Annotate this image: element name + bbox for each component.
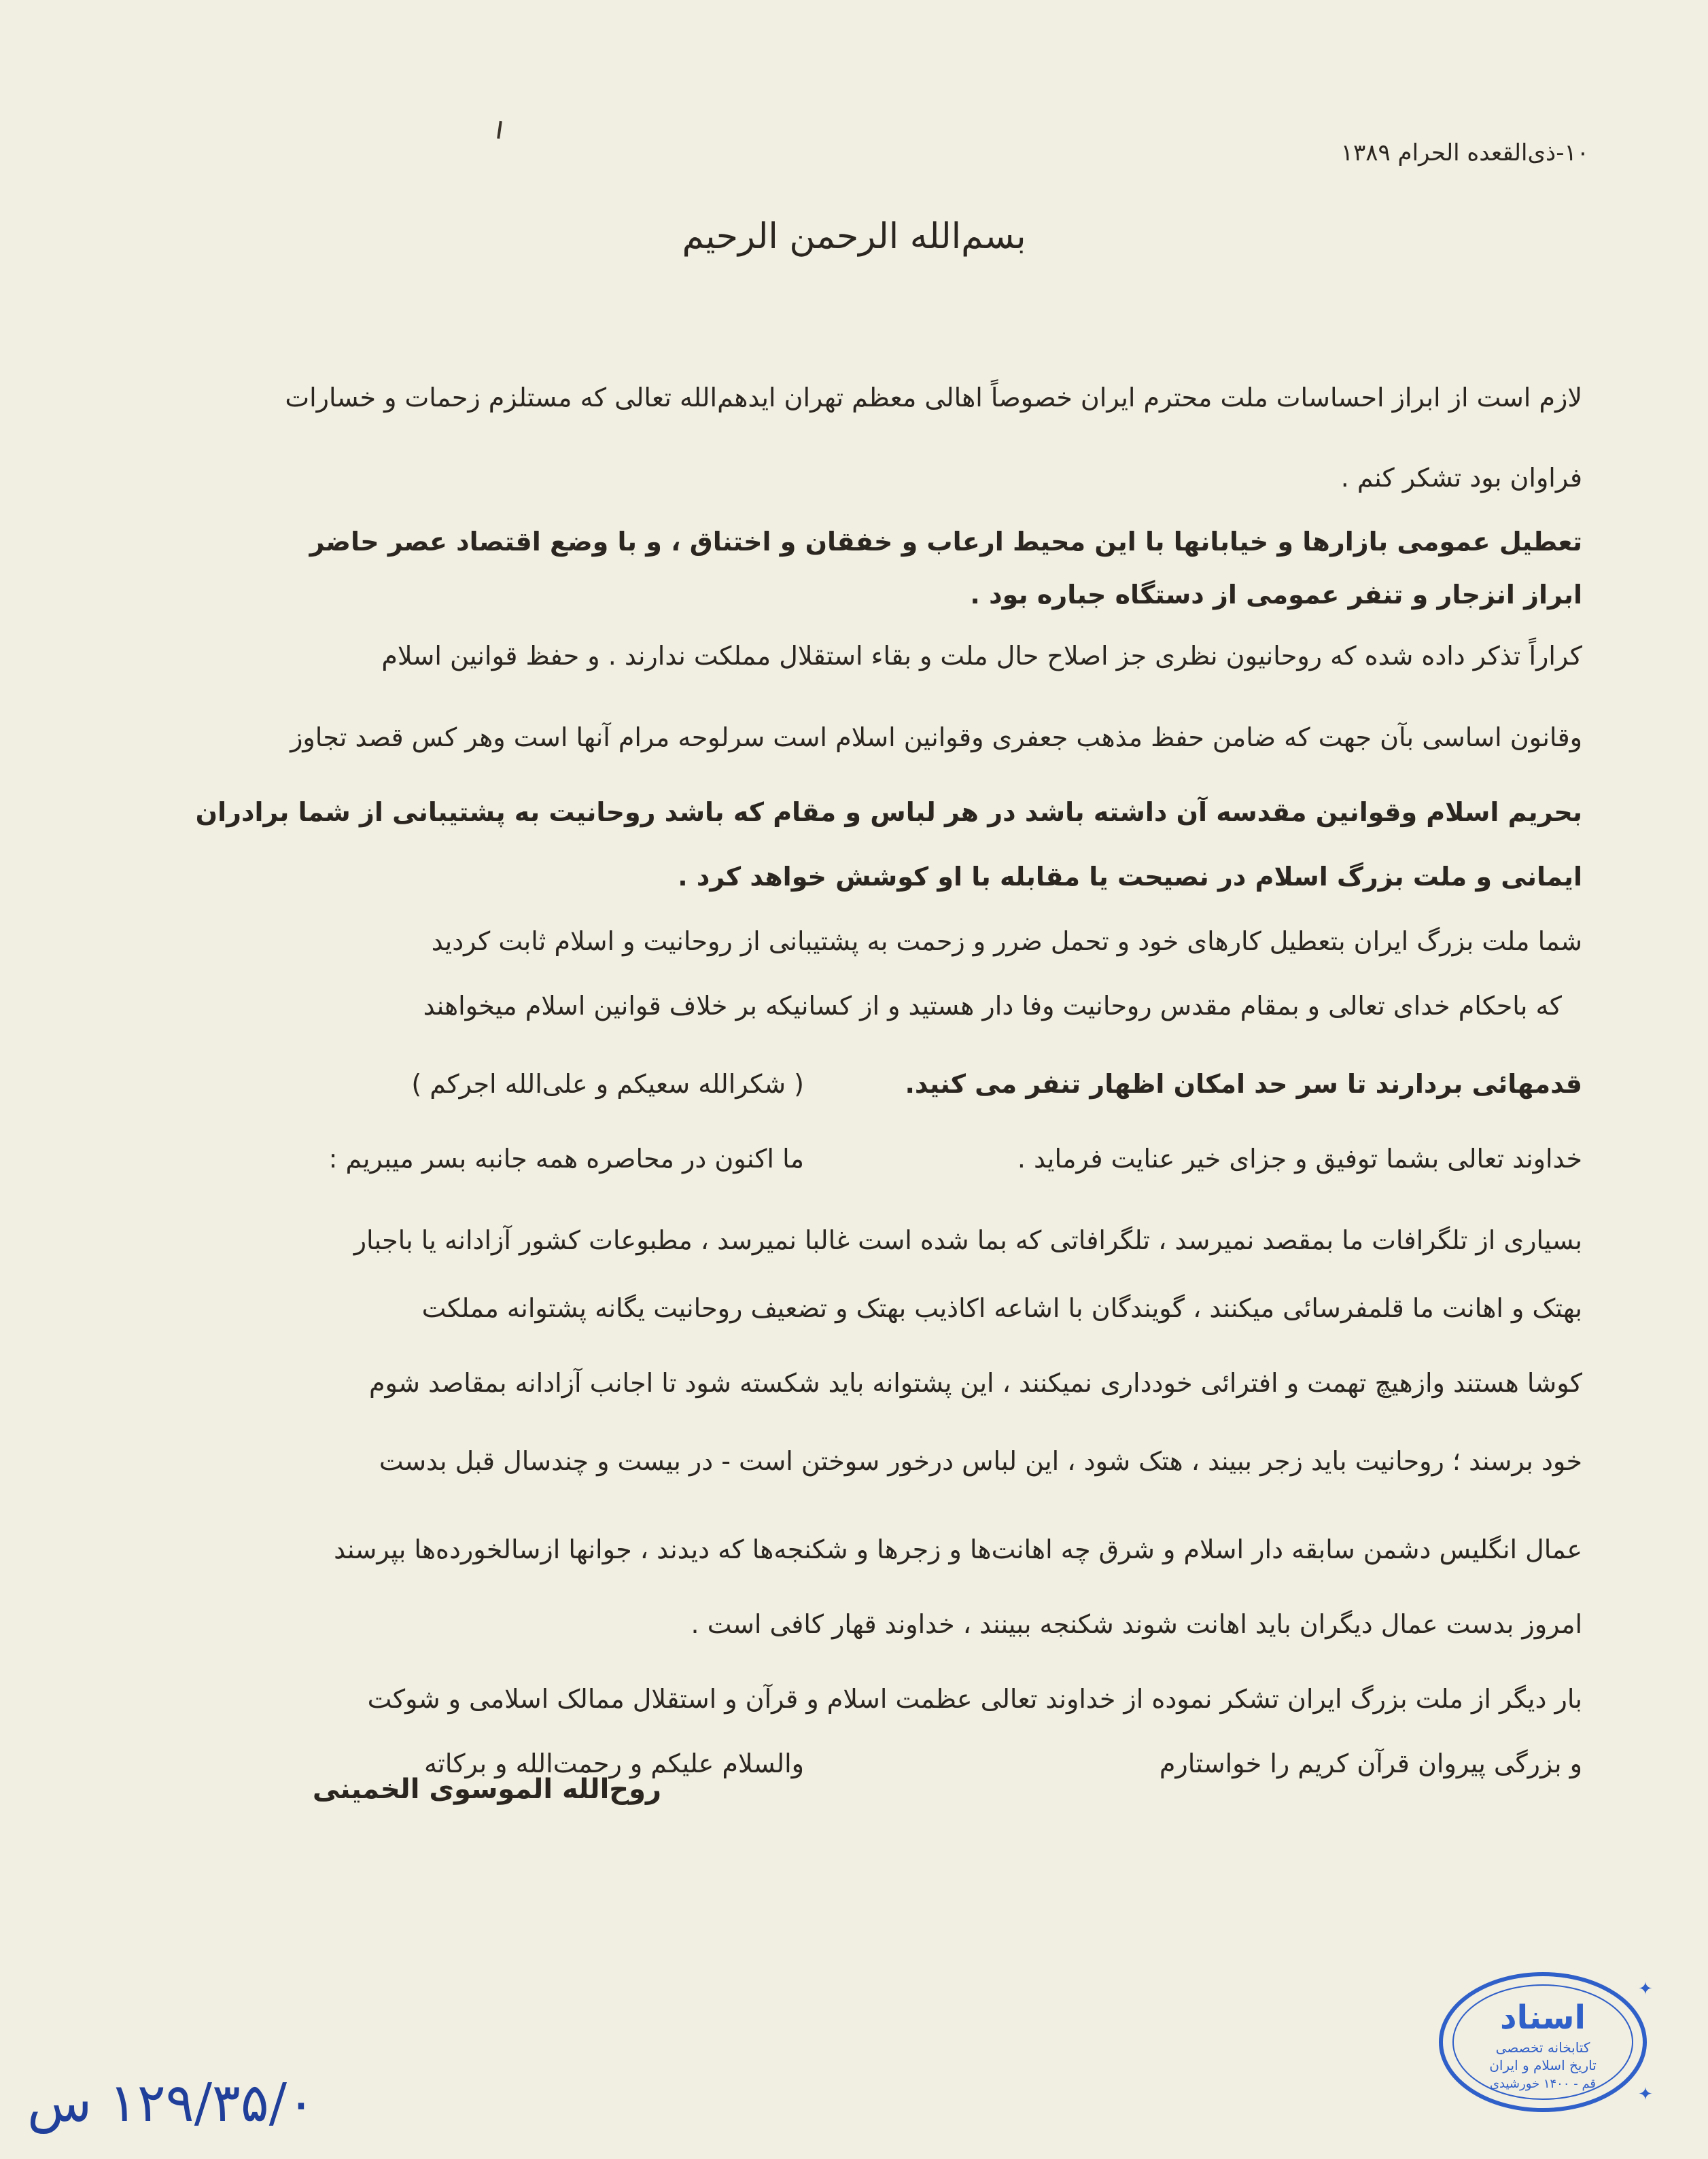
body-line-13: بسیاری از تلگرافات ما بمقصد نمیرسد ، تلگرافاتی که بما شده است غالبا نمیرسد ، مطبوعات کشور آزادانه یا باجبار bbox=[353, 1225, 1582, 1255]
star-icon: ✦ bbox=[1638, 1979, 1653, 1999]
body-line-12: خداوند تعالی بشما توفیق و جزای خیر عنایت فرماید . bbox=[1017, 1144, 1582, 1174]
stamp-line-3: قم - ۱۴۰۰ خورشیدی bbox=[1489, 2077, 1597, 2091]
pen-mark bbox=[497, 121, 502, 139]
closing-salutation: والسلام علیکم و رحمت‌الله و برکاته bbox=[423, 1749, 804, 1778]
side-note-shokr: ( شکرالله سعیکم و علی‌الله اجرکم ) bbox=[411, 1069, 804, 1099]
body-line-14: بهتک و اهانت ما قلمفرسائی میکنند ، گویندگان با اشاعه اکاذیب بهتک و تضعیف روحانیت یگانه پشتوانه مملکت bbox=[421, 1293, 1582, 1323]
body-line-7: بحریم اسلام وقوانین مقدسه آن داشته باشد در هر لباس و مقام که باشد روحانیت به پشتیبانی از شما برادران bbox=[195, 797, 1582, 827]
body-line-5: کراراً تذکر داده شده که روحانیون نظری جز اصلاح حال ملت و بقاء استقلال مملکت ندارند . و حفظ قوانین اسلام bbox=[381, 641, 1582, 671]
document-date: ۱۰-ذی‌القعده الحرام ۱۳۸۹ bbox=[1340, 139, 1589, 166]
body-line-10: که باحکام خدای تعالی و بمقام مقدس روحانیت وفا دار هستید و از کسانیکه بر خلاف قوانین اسلام میخواهند bbox=[423, 991, 1562, 1021]
stamp-line-2: تاریخ اسلام و ایران bbox=[1489, 2057, 1597, 2073]
body-line-18: امروز بدست عمال دیگران باید اهانت شوند شکنجه ببینند ، خداوند قهار کافی است . bbox=[691, 1609, 1582, 1639]
library-stamp bbox=[1434, 1964, 1658, 2120]
body-line-11: قدمهائی بردارند تا سر حد امکان اظهار تنفر می کنید. bbox=[905, 1069, 1582, 1099]
body-line-6: وقانون اساسی بآن جهت که ضامن حفظ مذهب جعفری وقوانین اسلام است سرلوحه مرام آنها است وهر کس قصد تجاوز bbox=[290, 722, 1582, 752]
body-line-16: خود برسند ؛ روحانیت باید زجر ببیند ، هتک شود ، این لباس درخور سوختن است - در بیست و چندسال قبل بدست bbox=[379, 1446, 1582, 1476]
body-line-3: تعطیل عمومی بازارها و خیابانها با این محیط ارعاب و خفقان و اختناق ، و با وضع اقتصاد عصر حاضر bbox=[309, 527, 1582, 557]
body-line-15: کوشا هستند وازهیچ تهمت و افترائی خودداری نمیکنند ، این پشتوانه باید شکسته شود تا اجانب آزادانه بمقاصد شوم bbox=[368, 1368, 1582, 1398]
stamp-line-1: کتابخانه تخصصی bbox=[1495, 2039, 1590, 2056]
side-note-mohasereh: ما اکنون در محاصره همه جانبه بسر میبریم : bbox=[328, 1144, 804, 1174]
body-line-9: شما ملت بزرگ ایران بتعطیل کارهای خود و تحمل ضرر و زحمت به پشتیبانی از روحانیت و اسلام ثابت کردید bbox=[431, 926, 1582, 956]
star-icon: ✦ bbox=[1638, 2084, 1653, 2105]
body-line-19: بار دیگر از ملت بزرگ ایران تشکر نموده از خداوند تعالی عظمت اسلام و قرآن و استقلال ممالک اسلامی و شوکت bbox=[367, 1684, 1582, 1714]
stamp-title: اسناد bbox=[1500, 1999, 1586, 2037]
basmala-heading: بسم‌الله الرحمن الرحیم bbox=[682, 216, 1026, 257]
body-line-1: لازم است از ابراز احساسات ملت محترم ایران خصوصاً اهالی معظم تهران ایدهم‌الله تعالی که مستلزم زحمات و خسارات bbox=[285, 383, 1582, 413]
signature-name: روح‌الله الموسوی الخمینی bbox=[312, 1774, 661, 1805]
archive-number: ۱۲۹/۳۵/۰ س bbox=[27, 2073, 315, 2134]
body-line-20: و بزرگی پیروان قرآن کریم را خواستارم bbox=[1159, 1749, 1582, 1778]
body-line-2: فراوان بود تشکر کنم . bbox=[1340, 463, 1582, 493]
body-line-17: عمال انگلیس دشمن سابقه دار اسلام و شرق چه اهانت‌ها و زجرها و شکنجه‌ها که دیدند ، جوانها ازسالخورده‌ها بپرسند bbox=[334, 1534, 1582, 1564]
body-line-8: ایمانی و ملت بزرگ اسلام در نصیحت یا مقابله با او کوشش خواهد کرد . bbox=[678, 862, 1582, 892]
body-line-4: ابراز انزجار و تنفر عمومی از دستگاه جباره بود . bbox=[970, 580, 1582, 610]
